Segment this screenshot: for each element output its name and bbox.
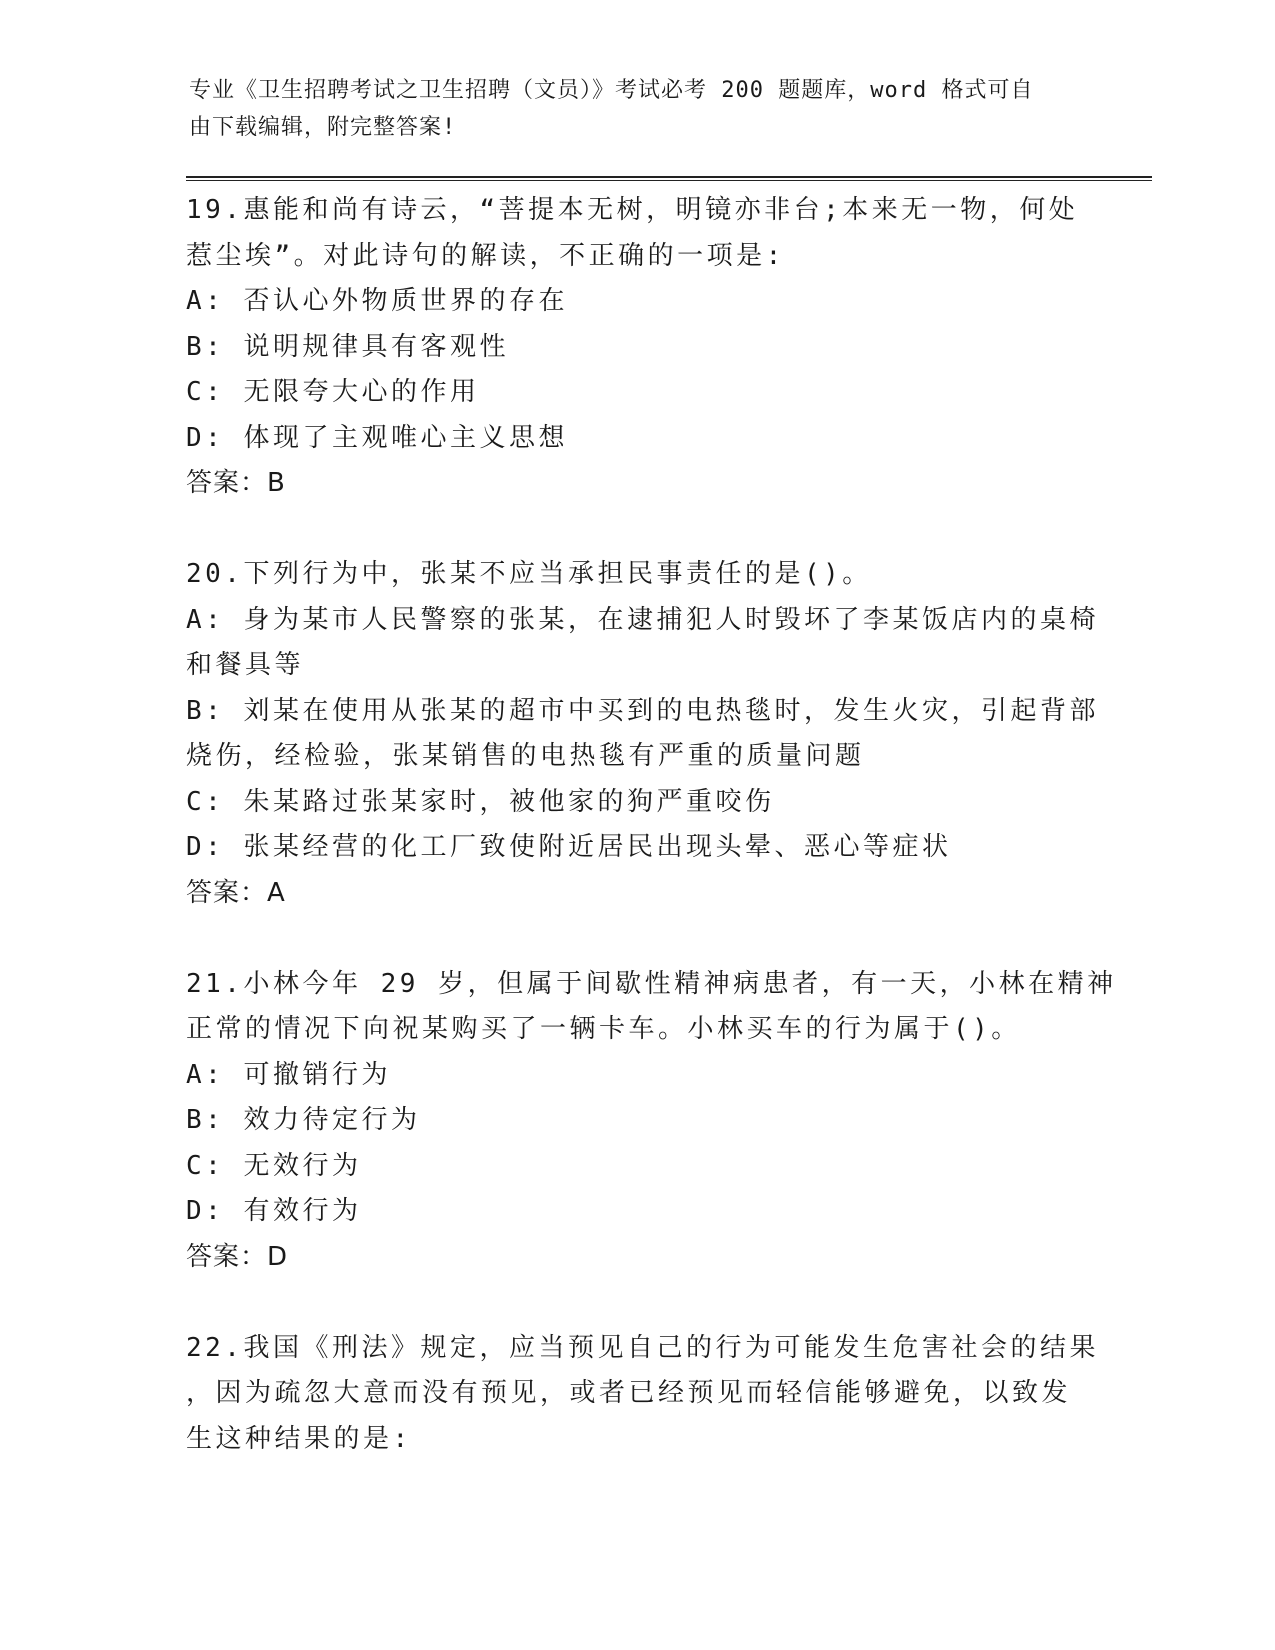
question-stem-line: ，因为疏忽大意而没有预见，或者已经预见而轻信能够避免，以致发 — [186, 1378, 1072, 1408]
option-a: A: 否认心外物质世界的存在 — [186, 286, 568, 316]
question-20 — [186, 552, 1099, 916]
question-stem-line: 生这种结果的是: — [186, 1423, 412, 1454]
question-stem-line: 19.惠能和尚有诗云，“菩提本无树，明镜亦非台;本来无一物，何处 — [186, 195, 1079, 225]
answer-line: 答案：D — [186, 1241, 289, 1272]
option-b: B: 说明规律具有客观性 — [186, 331, 509, 362]
question-19 — [186, 188, 1086, 507]
option-d: D: 有效行为 — [186, 1196, 362, 1226]
option-c: C: 朱某路过张某家时，被他家的狗严重咬伤 — [186, 786, 775, 817]
question-21 — [186, 962, 1117, 1281]
option-d: D: 体现了主观唯心主义思想 — [186, 422, 568, 453]
option-a: A: 身为某市人民警察的张某，在逮捕犯人时毁坏了李某饭店内的桌椅 — [186, 604, 1099, 635]
question-22 — [186, 1326, 1099, 1463]
question-stem-line: 正常的情况下向祝某购买了一辆卡车。小林买车的行为属于()。 — [186, 1014, 1021, 1044]
header-line-1: 专业《卫生招聘考试之卫生招聘（文员）》考试必考 200 题题库，word 格式可自 — [189, 78, 1034, 103]
option-b: B: 刘某在使用从张某的超市中买到的电热毯时，发生火灾，引起背部 — [186, 695, 1099, 726]
option-c: C: 无效行为 — [186, 1150, 362, 1181]
option-c: C: 无限夸大心的作用 — [186, 377, 480, 407]
option-b-continued: 烧伤，经检验，张某销售的电热毯有严重的质量问题 — [186, 741, 865, 771]
question-spacer — [186, 1280, 1086, 1326]
question-stem-line: 22.我国《刑法》规定，应当预见自己的行为可能发生危害社会的结果 — [186, 1332, 1099, 1363]
option-d: D: 张某经营的化工厂致使附近居民出现头晕、恶心等症状 — [186, 832, 952, 862]
answer-line: 答案：A — [186, 877, 286, 908]
question-stem-line: 20.下列行为中，张某不应当承担民事责任的是()。 — [186, 559, 872, 589]
question-list — [186, 188, 1117, 1462]
document-header — [189, 72, 1069, 146]
option-b: B: 效力待定行为 — [186, 1105, 421, 1135]
header-line-2: 由下载编辑，附完整答案! — [189, 115, 457, 140]
question-spacer — [186, 916, 1086, 962]
question-stem-line: 21.小林今年 29 岁，但属于间歇性精神病患者，有一天，小林在精神 — [186, 968, 1117, 999]
header-divider — [186, 176, 1152, 181]
answer-line: 答案：B — [186, 468, 286, 498]
question-stem-line: 惹尘埃”。对此诗句的解读，不正确的一项是: — [186, 240, 785, 271]
option-a-continued: 和餐具等 — [186, 650, 305, 680]
question-spacer — [186, 507, 1086, 553]
option-a: A: 可撤销行为 — [186, 1059, 391, 1090]
